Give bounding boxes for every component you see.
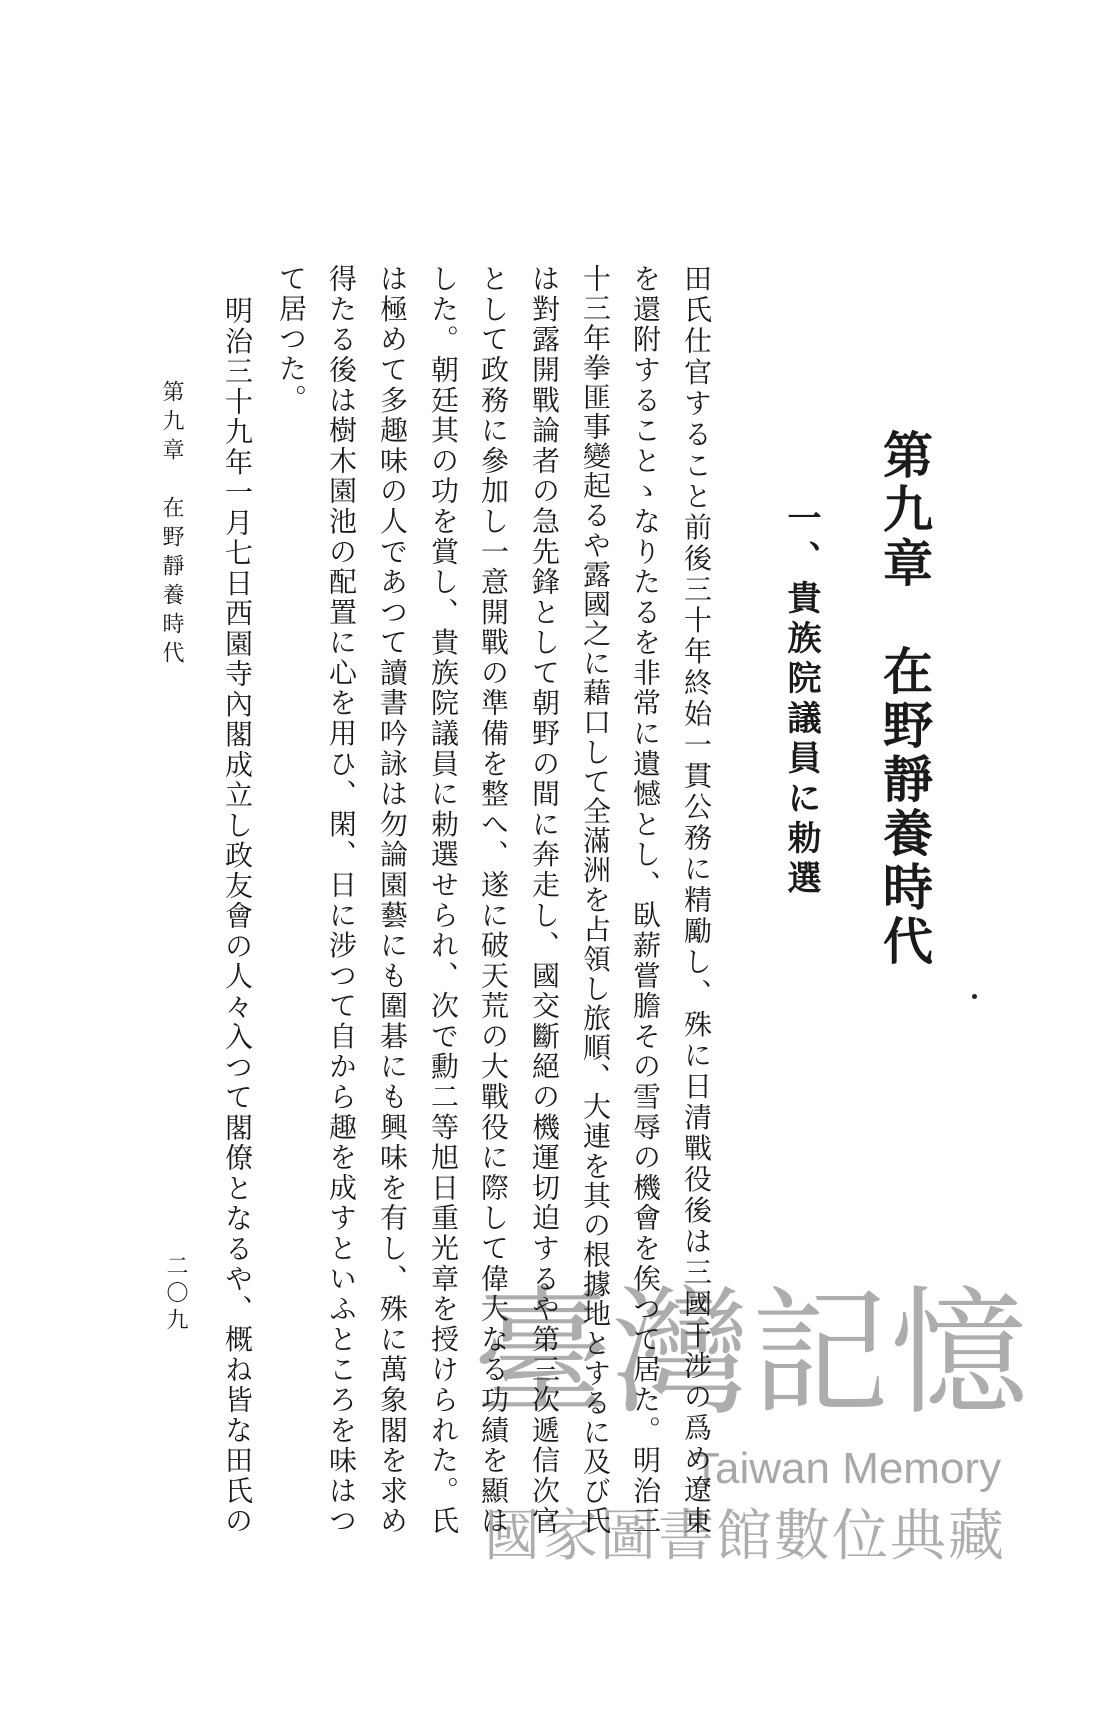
running-head: 第九章 在野靜養時代 [160,380,185,670]
chapter-title: 第九章 在野靜養時代 [876,429,932,969]
body-text-column: 十三年拳匪事變起るや露國之に藉口して全滿洲を占領し旅順、大連を其の根據地とするに及び氏 [579,264,610,1534]
body-text-column: として政務に參加し一意開戰の準備を整へ、遂に破天荒の大戰役に際して偉大なる功績を顯は [477,264,508,1534]
watermark-english-text: Taiwan Memory [693,1444,1002,1493]
body-text-column: は對露開戰論者の急先鋒として朝野の間に奔走し、國交斷絕の機運切迫するや第三次遞信次官 [528,264,559,1534]
body-text-column: 得たる後は樹木園池の配置に心を用ひ、閑、日に涉つて自から趣を成すといふところを味はつ [325,264,356,1534]
page-number: 二〇九 [164,1254,189,1335]
body-text-column: 明治三十九年一月七日西園寺內閣成立し政友會の人々入つて閣僚となるや、概ね皆な田氏の [221,296,252,1534]
watermark-logo-text: 臺灣記憶 [473,1273,1030,1434]
watermark-institution-text: 國家圖書館數位典藏 [484,1504,1006,1567]
body-text-column: を還附することゝなりたるを非常に遺憾とし、臥薪嘗膽その雪辱の機會を俟つて居た。明治三 [629,264,660,1534]
body-text-column: した。朝廷其の功を賞し、貴族院議員に勅選せられ、次で勳二等旭日重光章を授けられた。氏 [427,264,458,1534]
body-text-column: 田氏仕官すること前後三十年終始一貫公務に精勵し、殊に日清戰役後は三國干涉の爲め遼東 [680,264,711,1535]
section-heading: 一、貴族院議員に勅選 [782,500,819,900]
body-text-column: は極めて多趣味の人であつて讀書吟詠は勿論園藝にも圍碁にも興味を有し、殊に萬象閣を求め [376,264,407,1534]
scan-speck [972,994,977,999]
body-text-column: て居つた。 [275,264,306,414]
